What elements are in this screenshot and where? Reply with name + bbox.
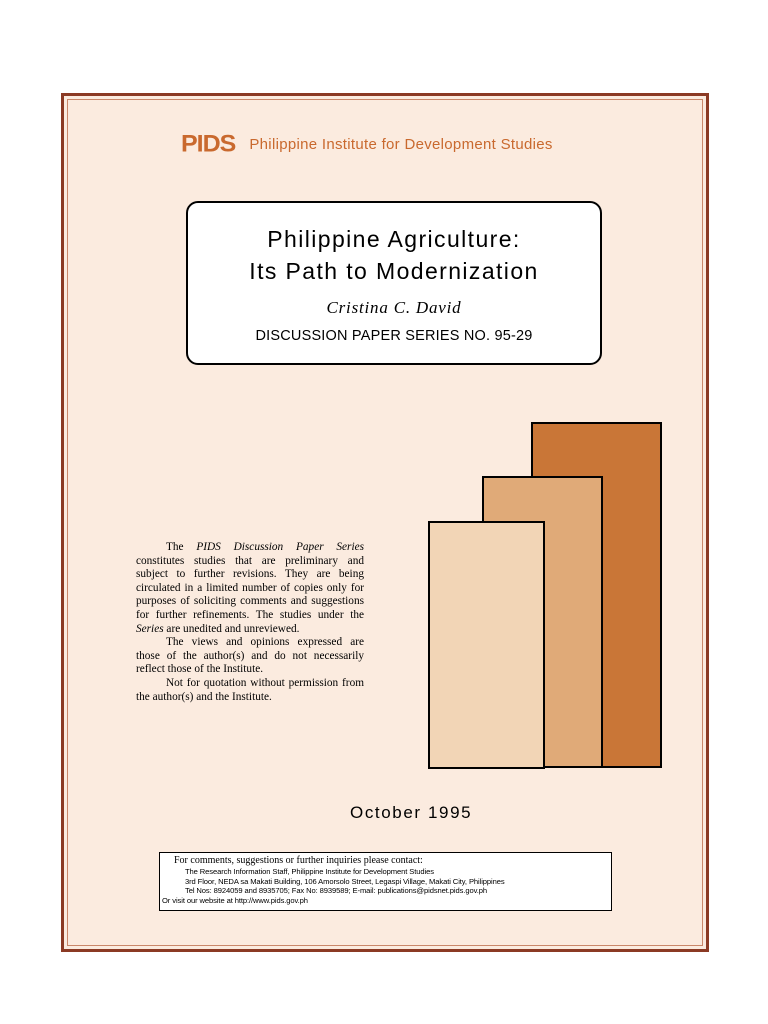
contact-box <box>159 852 612 911</box>
contact-heading: For comments, suggestions or further inquiries please contact: <box>174 855 423 866</box>
contact-line-3: Tel Nos: 8924059 and 8935705; Fax No: 8939589; E-mail: publications@pidsnet.pids.gov.ph <box>185 886 487 896</box>
publication-date: October 1995 <box>350 803 473 822</box>
contact-line-1: The Research Information Staff, Philippine Institute for Development Studies <box>185 867 434 876</box>
series-number: DISCUSSION PAPER SERIES NO. 95-29 <box>255 328 533 344</box>
series-name-italic: PIDS Discussion Paper Series <box>196 541 364 553</box>
disclaimer-paragraph-1 <box>136 541 364 636</box>
contact-line-2: 3rd Floor, NEDA sa Makati Building, 106 Amorsolo Street, Legaspi Village, Makati City, Philippines <box>185 876 505 886</box>
disclaimer-text: are unedited and unreviewed. <box>163 622 300 635</box>
disclaimer-text: The <box>166 541 197 553</box>
disclaimer-note <box>136 541 364 704</box>
institute-name: Philippine Institute for Development Studies <box>249 135 553 153</box>
disclaimer-paragraph-3: Not for quotation without permission from the author(s) and the Institute. <box>136 676 364 703</box>
paper-title-line-1: Philippine Agriculture: <box>267 226 521 252</box>
disclaimer-paragraph-2: The views and opinions expressed are those of the author(s) and do not necessarily reflect those of the Institute. <box>136 636 364 676</box>
author-name: Cristina C. David <box>326 298 462 317</box>
title-box <box>186 201 602 365</box>
series-italic: Series <box>136 622 164 635</box>
disclaimer-text: constitutes studies that are preliminary and subject to further revisions. They are being circulated in a limited number of copies only for purposes of soliciting comments and suggestions for further refinements. The studies under the <box>136 554 364 621</box>
publisher-header <box>181 131 553 157</box>
decorative-bar-light <box>428 521 545 769</box>
pids-logo: PIDS <box>181 130 236 157</box>
website-link[interactable]: Or visit our website at http://www.pids.gov.ph <box>162 895 308 905</box>
paper-title-line-2: Its Path to Modernization <box>249 258 539 284</box>
